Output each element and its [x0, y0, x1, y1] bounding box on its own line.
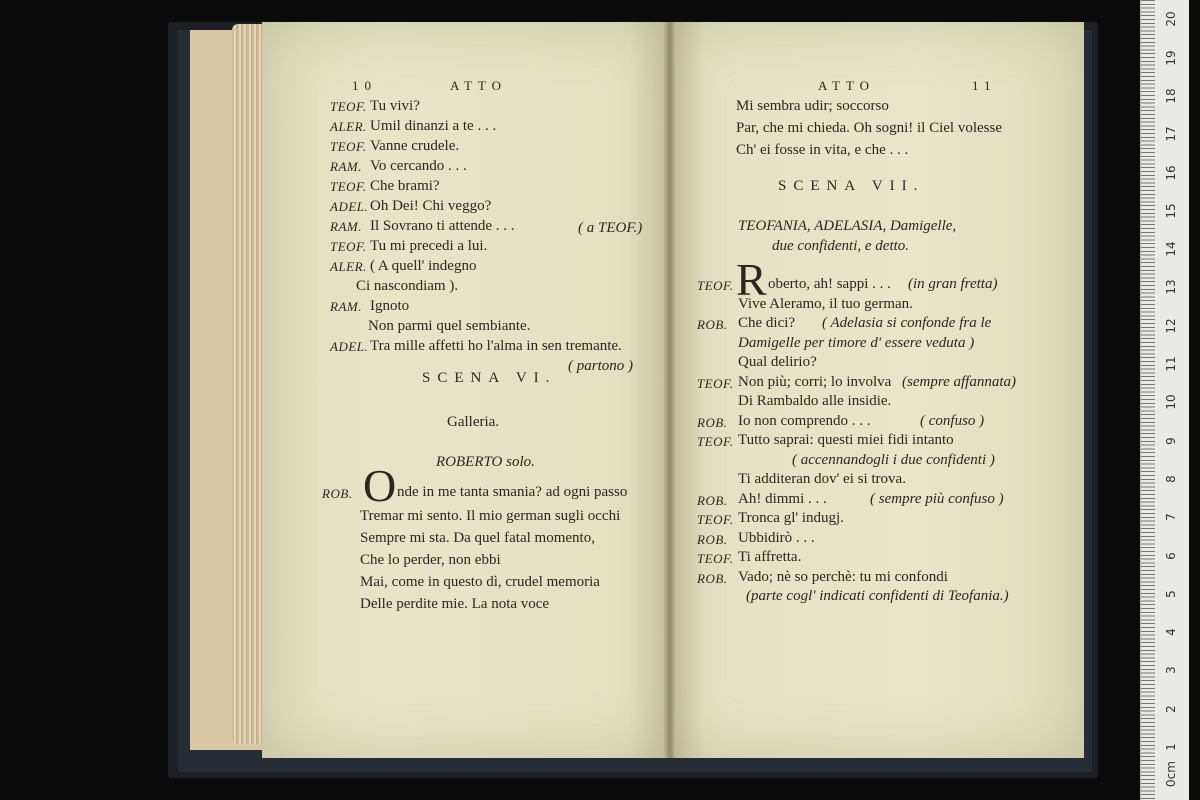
speaker-label: ROB.	[322, 486, 353, 501]
speaker-label: TEOF.	[330, 179, 367, 194]
speaker-label: ADEL.	[330, 199, 369, 214]
scene-characters-line1: TEOFANIA, ADELASIA, Damigelle,	[738, 218, 957, 234]
ruler-number: 19	[1164, 49, 1178, 66]
stage-direction: ( confuso )	[920, 412, 985, 429]
left-page-number: 10	[352, 78, 377, 93]
dialogue-line: Qual delirio?	[738, 354, 817, 370]
dialogue-line: Tu vivi?	[370, 98, 420, 114]
ruler-number: 8	[1164, 475, 1178, 483]
right-running-head: ATTO	[818, 78, 875, 93]
ruler-number: 6	[1164, 551, 1178, 560]
stage-direction: ( Adelasia si confonde fra le	[822, 315, 992, 331]
dialogue-line: Tu mi precedi a lui.	[370, 238, 488, 254]
ruler-number: 11	[1164, 356, 1178, 372]
dialogue-line: Tronca gl' indugj.	[738, 510, 844, 526]
speech-line: Delle perdite mie. La nota voce	[360, 596, 550, 612]
scene-title-vi: SCENA VI.	[422, 370, 557, 386]
dialogue-line: Umil dinanzi a te . . .	[370, 118, 497, 134]
ruler-number: 14	[1164, 241, 1178, 257]
speech-line: nde in me tanta smania? ad ogni passo	[397, 484, 628, 500]
drop-cap: O	[363, 460, 397, 511]
ruler-number: 1	[1164, 743, 1178, 751]
ruler-number: 17	[1164, 126, 1178, 142]
speech-line: Sempre mi sta. Da quel fatal momento,	[360, 530, 595, 546]
ruler-number: 18	[1164, 88, 1178, 104]
ruler-number: 5	[1164, 589, 1178, 598]
dialogue-line: oberto, ah! sappi . . .	[768, 276, 891, 292]
speaker-label: RAM.	[330, 299, 362, 314]
dialogue-line: Ubbidirò . . .	[738, 529, 815, 546]
speaker-label: TEOF.	[697, 434, 734, 449]
dialogue-line: Ah! dimmi . . .	[738, 490, 827, 507]
ruler-number: 2	[1164, 704, 1178, 713]
speaker-label: ROB.	[697, 414, 728, 430]
speaker-label: ROB.	[697, 570, 728, 586]
dialogue-line: Non parmi quel sembiante.	[368, 318, 531, 334]
dialogue-line: Vanne crudele.	[370, 138, 460, 154]
speaker-label: ROB.	[697, 492, 728, 508]
ruler-number: 3	[1164, 666, 1178, 675]
ruler-number: 7	[1164, 513, 1178, 522]
speaker-label: TEOF.	[697, 551, 734, 566]
speaker-label: TEOF.	[330, 139, 367, 154]
ruler-number: 13	[1164, 279, 1178, 296]
scene-characters-line2: due confidenti, e detto.	[772, 238, 910, 254]
ruler-unit: 0cm	[1164, 761, 1178, 787]
dialogue-line: Io non comprendo . . .	[738, 412, 871, 429]
stage-direction: (parte cogl' indicati confidenti di Teofania.)	[746, 588, 1009, 604]
ruler-number: 10	[1164, 394, 1178, 410]
dialogue-line: Il Sovrano ti attende . . .	[370, 218, 515, 234]
speaker-label: ROB.	[697, 317, 728, 332]
dialogue-line: Che dici?	[738, 315, 796, 331]
dialogue-line: Di Rambaldo alle insidie.	[738, 393, 892, 409]
dialogue-line: Oh Dei! Chi veggo?	[370, 198, 492, 214]
ruler-number: 12	[1164, 318, 1178, 334]
speaker-label: RAM.	[330, 219, 362, 234]
speaker-label: TEOF.	[697, 278, 734, 293]
ruler-number: 16	[1164, 164, 1178, 181]
stage-direction: Damigelle per timore d' essere veduta )	[738, 334, 975, 351]
speech-line: Ch' ei fosse in vita, e che . . .	[736, 142, 909, 158]
dialogue-line: Che brami?	[370, 178, 440, 194]
scene-character: ROBERTO solo.	[436, 454, 535, 470]
stage-direction: ( accennandogli i due confidenti )	[792, 451, 995, 468]
dialogue-line: Tra mille affetti ho l'alma in sen tremante.	[370, 338, 622, 354]
speech-line: Mi sembra udir; soccorso	[736, 98, 889, 114]
speaker-label: ALER.	[330, 119, 367, 134]
speech-line: Che lo perder, non ebbi	[360, 552, 501, 568]
speech-line: Tremar mi sento. Il mio german sugli occhi	[360, 508, 621, 524]
stage-direction: ( sempre più confuso )	[870, 490, 1004, 507]
scene-setting: Galleria.	[447, 414, 500, 430]
stage-direction: (sempre affannata)	[902, 373, 1017, 390]
speaker-label: TEOF.	[697, 512, 734, 527]
ruler-ticks	[1141, 0, 1155, 800]
ruler-number: 9	[1164, 436, 1178, 445]
book-gutter	[664, 22, 676, 758]
measuring-ruler	[1140, 0, 1189, 800]
stage-direction: (in gran fretta)	[908, 276, 998, 292]
drop-cap: R	[736, 254, 767, 305]
speech-line: Par, che mi chieda. Oh sogni! il Ciel volesse	[736, 120, 1003, 136]
ruler-number: 20	[1164, 11, 1178, 27]
right-page-number: 11	[972, 78, 997, 93]
speaker-label: RAM.	[330, 159, 362, 174]
dialogue-line: Vive Aleramo, il tuo german.	[738, 295, 913, 312]
ruler-number: 15	[1164, 203, 1178, 219]
dialogue-line: Tutto saprai: questi miei fidi intanto	[738, 432, 954, 448]
speaker-label: ALER.	[330, 259, 367, 274]
speaker-label: ROB.	[697, 531, 728, 547]
dialogue-line: ( A quell' indegno	[370, 258, 477, 274]
left-running-head: ATTO	[450, 78, 507, 93]
speech-line: Mai, come in questo dì, crudel memoria	[360, 574, 600, 590]
speaker-label: TEOF.	[330, 239, 367, 254]
dialogue-line: Ci nascondiam ).	[356, 278, 459, 294]
dialogue-line: Non più; corri; lo involva	[738, 373, 892, 390]
stage-direction-a-teof: ( a TEOF.)	[578, 220, 643, 236]
dialogue-line: Ti affretta.	[738, 549, 802, 565]
ruler-number: 4	[1164, 628, 1178, 636]
speaker-label: TEOF.	[330, 99, 367, 114]
dialogue-line: Ti additeran dov' ei si trova.	[738, 471, 906, 487]
speaker-label: ADEL.	[330, 339, 369, 354]
dialogue-line: Ignoto	[370, 298, 410, 314]
scene-title-vii: SCENA VII.	[778, 178, 925, 194]
speaker-label: TEOF.	[697, 375, 734, 391]
dialogue-line: Vo cercando . . .	[370, 158, 467, 174]
stage-direction-partono: ( partono )	[568, 358, 633, 374]
dialogue-line: Vado; nè so perchè: tu mi confondi	[738, 568, 948, 585]
